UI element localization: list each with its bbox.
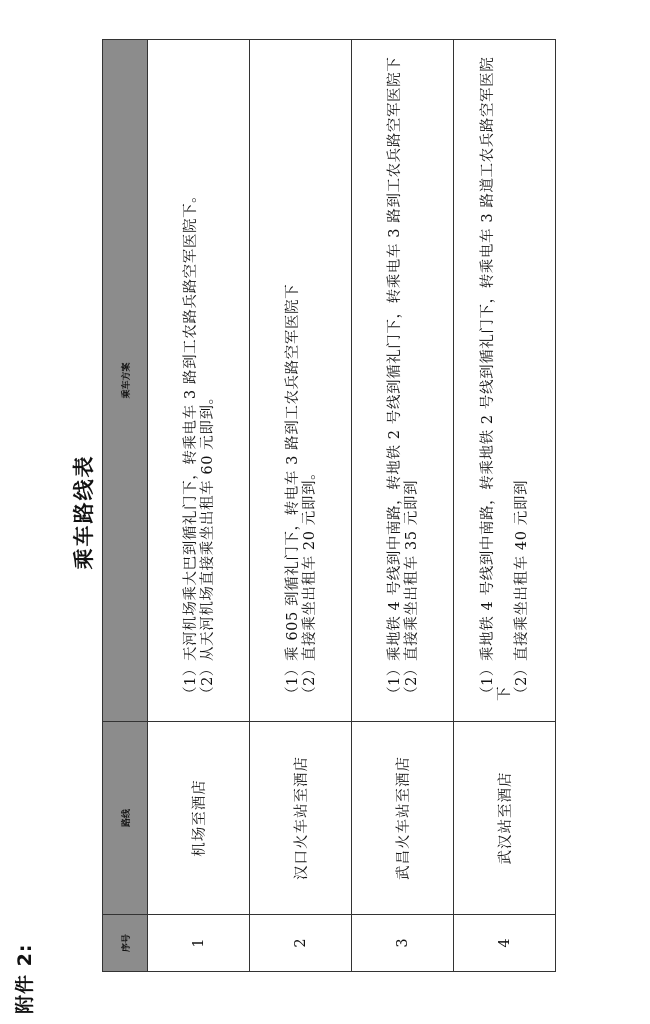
row-plan: [250, 40, 352, 722]
row-plan: [454, 40, 556, 722]
route-table: [102, 39, 556, 972]
table-row: [352, 40, 454, 972]
row-route: 汉口火车站至酒店: [250, 722, 352, 915]
plan-line: （2）从天河机场直接乘坐出租车 60 元即到。: [199, 389, 216, 701]
table-row: [454, 40, 556, 972]
row-index: 3: [352, 915, 454, 972]
table-header-row: [103, 40, 148, 972]
plan-line: （2）直接乘坐出租车 35 元即到: [403, 479, 420, 701]
row-index: 2: [250, 915, 352, 972]
plan-line: （1）天河机场乘大巴到循礼门下，转乘电车 3 路到工农路兵路空军医院下。: [182, 187, 199, 701]
row-route: 武汉站至酒店: [454, 722, 556, 915]
attachment-label: 附件 2:: [14, 943, 36, 1014]
table-row: [250, 40, 352, 972]
header-index: 序号: [103, 915, 148, 972]
plan-line: （1）乘地铁 4 号线到中南路，转乘地铁 2 号线到循礼门下，转乘电车 3 路道工农兵路空军医院下: [480, 56, 513, 701]
row-index: 1: [148, 915, 250, 972]
row-plan: [148, 40, 250, 722]
header-route: 路线: [103, 722, 148, 915]
row-route: 武昌火车站至酒店: [352, 722, 454, 915]
plan-line: （2）直接乘坐出租车 20 元即到。: [301, 464, 318, 701]
row-index: 4: [454, 915, 556, 972]
page-title: 乘车路线表: [72, 454, 96, 570]
row-plan: [352, 40, 454, 722]
table-row: [148, 40, 250, 972]
header-plan: 乘车方案: [103, 40, 148, 722]
row-route: 机场至酒店: [148, 722, 250, 915]
plan-line: （1）乘地铁 4 号线到中南路，转地铁 2 号线到循礼门下，转乘电车 3 路到工农兵路空军医院下: [386, 56, 403, 701]
plan-line: （2）直接乘坐出租车 40 元即到: [514, 479, 530, 701]
plan-line: （1）乘 605 到循礼门下，转电车 3 路到工农兵路空军医院下: [284, 283, 301, 701]
